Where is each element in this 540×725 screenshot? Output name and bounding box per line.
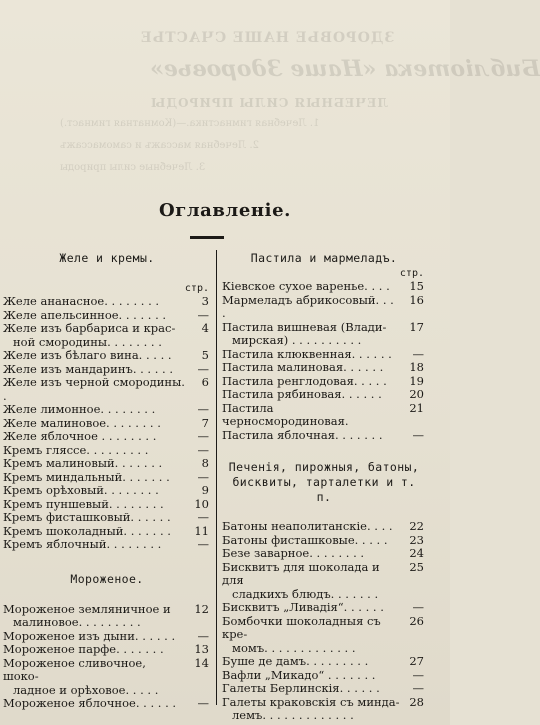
toc-entry-line: Кремъ фисташковый. . . . . . [3,510,171,524]
toc-entry-title [222,561,400,602]
toc-entry-page: 16 [409,292,424,307]
toc-entry-line: Кремъ малиновый. . . . . . . [3,456,163,470]
toc-entry [3,322,211,349]
toc-entry [3,309,211,323]
toc-entry [3,376,211,403]
toc-entry-title [222,520,400,534]
toc-entry-line-continued: момъ. . . . . . . . . . . . . [232,640,356,655]
toc-entry-page: 13 [194,642,209,656]
toc-entry-line: Желе изъ мандаринъ. . . . . . [3,361,174,376]
toc-entry-line: Желе изъ бѣлаго вина. . . . . [3,348,172,362]
toc-entry [222,682,426,696]
toc-entry-page: — [197,429,209,443]
toc-entry-title [222,601,400,615]
toc-entry-title [222,294,400,321]
toc-entry-page: 20 [409,387,424,401]
toc-entry-title [3,643,185,657]
toc-entry [222,601,426,615]
toc-entry-page: 3 [201,294,209,308]
toc-entry [3,403,211,417]
toc-entry-page: — [197,402,209,416]
toc-entry-page: — [197,442,209,457]
toc-entry-title [3,511,185,525]
toc-entry [222,429,426,443]
toc-entry-line-continued: малиновое. . . . . . . . . [13,615,141,629]
toc-entry [222,402,426,429]
toc-entry-line-continued: ной смородины. . . . . . . . [13,334,162,349]
bleed-line: 3. Лечебные силы природы [60,162,206,173]
toc-entry [3,417,211,431]
toc-entry-line: Вафли „Микадо“ . . . . . . . [222,667,376,682]
toc-entry-line: Кіевское сухое варенье. . . . [222,279,390,293]
toc-entry-line: Мороженое изъ дыни. . . . . . [3,628,176,643]
toc-entry-page: 14 [194,655,209,670]
toc-entry-page: 25 [409,559,424,574]
toc-entry [222,615,426,656]
toc-entry-page: 18 [409,360,424,374]
toc-entry-page: 12 [194,601,209,616]
toc-entry-line: Кремъ гляссе. . . . . . . . . [3,442,149,457]
toc-entry-line: Бомбочки шоколадныя съ кре- [222,613,381,641]
toc-entry-page: — [197,307,209,322]
page-title: Оглавленіе. [158,200,292,221]
toc-entry-title [3,309,185,323]
toc-entry-page: — [197,361,209,376]
toc-entry-page: 27 [409,654,424,668]
toc-entry [3,538,211,552]
toc-entry-line: Кремъ шоколадный. . . . . . . [3,523,171,538]
toc-entry-title [222,547,400,561]
toc-entry-title [3,363,185,377]
toc-entry-line: Пастила клюквенная. . . . . . [222,346,392,361]
toc-entry [222,388,426,402]
toc-entry-line: Галеты Берлинскія. . . . . . [222,681,380,695]
toc-entry [222,520,426,534]
toc-entry-line: Желе изъ черной смородины. . [3,375,185,403]
toc-entry-title [222,534,400,548]
toc-entry [3,363,211,377]
column-divider [216,250,217,705]
toc-list-pastila [222,280,426,442]
left-column [3,250,211,711]
toc-entry-line: Безе заварное. . . . . . . . [222,546,365,560]
toc-entry-page: 17 [409,319,424,334]
toc-entry [222,361,426,375]
toc-entry-title [3,484,185,498]
toc-entry-title [3,657,185,698]
toc-entry-title [3,444,185,458]
toc-entry [3,444,211,458]
toc-entry-line: Желе апельсинное. . . . . . . [3,307,167,322]
toc-entry-page: 9 [201,483,209,497]
bleed-line: Библіотека «Наше Здоровье» [150,56,540,82]
toc-entry [3,498,211,512]
toc-entry-line: Желе малиновое. . . . . . . . [3,415,161,430]
toc-entry-line: Желе ананасное. . . . . . . . [3,294,160,308]
toc-entry-title [3,349,185,363]
toc-entry-line: Кремъ орѣховый. . . . . . . . [3,483,159,497]
toc-entry-title [222,280,400,294]
toc-entry-line: Галеты краковскія съ минда- [222,694,400,709]
toc-entry [222,294,426,321]
toc-entry-line: Мороженое яблочное. . . . . . [3,696,177,710]
toc-entry-title [3,430,185,444]
toc-entry [3,657,211,698]
toc-entry-page: 19 [409,373,424,388]
toc-entry-title [3,403,185,417]
toc-entry [3,643,211,657]
toc-entry-line: Батоны фисташковые. . . . . [222,532,388,547]
toc-entry [3,430,211,444]
toc-entry-page: — [412,346,424,361]
toc-entry-line: Желе лимонное. . . . . . . . [3,402,156,416]
toc-entry-title [222,361,400,375]
toc-entry-page: 22 [409,519,424,533]
toc-entry-line: Пастила черносмородиновая. [222,400,349,428]
toc-entry-page: 10 [194,496,209,511]
bleed-line: 1. Лечебная гимнастика.—(Комнатная гимнаст.) [60,118,320,129]
toc-entry-line: Пастила малиновая. . . . . . [222,360,384,374]
toc-entry-line: Буше де дамъ. . . . . . . . . [222,654,369,668]
toc-entry [222,655,426,669]
toc-list-jelly-creams [3,295,211,552]
toc-entry-page: 11 [194,523,209,538]
toc-entry-title [3,457,185,471]
toc-entry-line: Желе яблочное . . . . . . . . [3,429,157,443]
bleed-line: 2. Лечебная массажъ и самомассажъ [60,140,259,151]
toc-entry-title [3,322,185,349]
toc-entry-title [3,376,185,403]
title-underline [190,236,224,239]
toc-entry-line: Пастила вишневая (Влади- [222,319,387,334]
toc-entry-title [3,525,185,539]
toc-entry-page: 15 [409,279,424,293]
toc-entry-title [222,321,400,348]
toc-entry-page: — [197,510,209,524]
toc-entry-line: Мороженое земляничное и [3,601,171,616]
toc-entry [222,547,426,561]
toc-entry-page: — [412,681,424,695]
toc-entry [3,457,211,471]
toc-entry-line: Пастила ренглодовая. . . . . [222,373,387,388]
toc-entry-title [222,388,400,402]
section-heading-ice-cream: Мороженое. [70,571,144,586]
toc-entry [3,697,211,711]
toc-entry-page: — [412,427,424,442]
toc-entry [222,534,426,548]
toc-entry-title [3,295,185,309]
toc-entry-line: Бисквитъ для шоколада и для [222,559,380,587]
toc-entry-page: — [197,537,209,551]
toc-entry-line-continued: ладное и орѣховое. . . . . [13,682,159,697]
toc-entry [222,669,426,683]
toc-entry [3,349,211,363]
toc-entry-title [222,655,400,669]
toc-entry-page: — [197,628,209,643]
toc-entry-line: Пастила рябиновая. . . . . . [222,387,382,401]
section-heading-jelly-creams: Желе и кремы. [59,251,155,265]
toc-entry-page: 6 [201,375,209,389]
toc-entry [222,696,426,723]
toc-entry [222,375,426,389]
toc-entry-page: — [412,600,424,614]
toc-entry-line: Желе изъ барбариса и крас- [3,321,176,335]
toc-entry-page: — [412,667,424,682]
toc-entry-title [222,696,400,723]
toc-list-ice-cream [3,603,211,711]
toc-entry [222,348,426,362]
toc-entry-title [3,697,185,711]
toc-entry-title [3,630,185,644]
toc-entry [3,525,211,539]
toc-entry-title [3,471,185,485]
toc-entry-line: Батоны неаполитанскіе. . . . [222,519,393,533]
toc-entry-page: — [197,696,209,710]
toc-entry [3,295,211,309]
toc-entry-line-continued: сладкихъ блюдъ. . . . . . . [232,586,379,601]
toc-entry-title [222,615,400,656]
toc-entry-page: 24 [409,546,424,560]
toc-entry [222,321,426,348]
page-column-label: стр. [184,283,209,294]
toc-entry-title [222,429,400,443]
toc-entry-title [222,348,400,362]
toc-entry-page: 7 [201,415,209,430]
toc-entry [3,471,211,485]
toc-entry-page: 26 [409,613,424,628]
section-heading-pastila: Пастила и мармеладъ. [250,251,398,265]
toc-entry-line: Кремъ миндальный. . . . . . . [3,469,170,484]
toc-entry [222,280,426,294]
toc-entry-line-continued: лемъ. . . . . . . . . . . . . [232,708,354,722]
toc-entry-page: 28 [409,694,424,709]
toc-entry-title [3,603,185,630]
toc-entry [3,484,211,498]
toc-entry [3,511,211,525]
right-column [222,250,426,723]
section-heading-pastries: Печенія, пирожныя, батоны, бисквиты, тарталетки и т. п. [228,460,420,504]
toc-entry [3,603,211,630]
toc-entry-title [222,669,400,683]
toc-entry-title [222,402,400,429]
toc-entry-line: Пастила яблочная. . . . . . . [222,427,383,442]
toc-entry-page: 5 [201,348,209,362]
toc-entry-page: 8 [201,456,209,470]
toc-entry [3,630,211,644]
toc-entry-line: Кремъ яблочный. . . . . . . . [3,537,162,551]
bleed-line: ЗДОРОВЬЕ НАШЕ СЧАСТЬЕ [140,30,395,46]
toc-entry-line: Кремъ пуншевый. . . . . . . . [3,496,164,511]
toc-entry-title [3,498,185,512]
toc-list-pastries [222,520,426,723]
toc-entry-line: Мороженое парфе. . . . . . . [3,642,164,656]
page-column-label: стр. [399,268,424,279]
toc-entry-page: 4 [201,321,209,335]
toc-entry-page: — [197,469,209,484]
toc-entry-page: 21 [409,400,424,415]
toc-entry-line-continued: мирская) . . . . . . . . . . [232,333,362,347]
toc-entry-title [222,682,400,696]
toc-entry-title [3,417,185,431]
toc-entry [222,561,426,602]
toc-entry-line: Мармеладъ абрикосовый. . . . [222,292,394,320]
toc-entry-line: Бисквитъ „Ливадія“. . . . . . [222,600,384,614]
toc-entry-page: 23 [409,532,424,547]
toc-entry-title [222,375,400,389]
bleed-line: ЛЕЧЕБНЫЯ СИЛЫ ПРИРОДЫ [150,96,388,110]
toc-entry-line: Мороженое сливочное, шоко- [3,655,146,683]
toc-entry-title [3,538,185,552]
